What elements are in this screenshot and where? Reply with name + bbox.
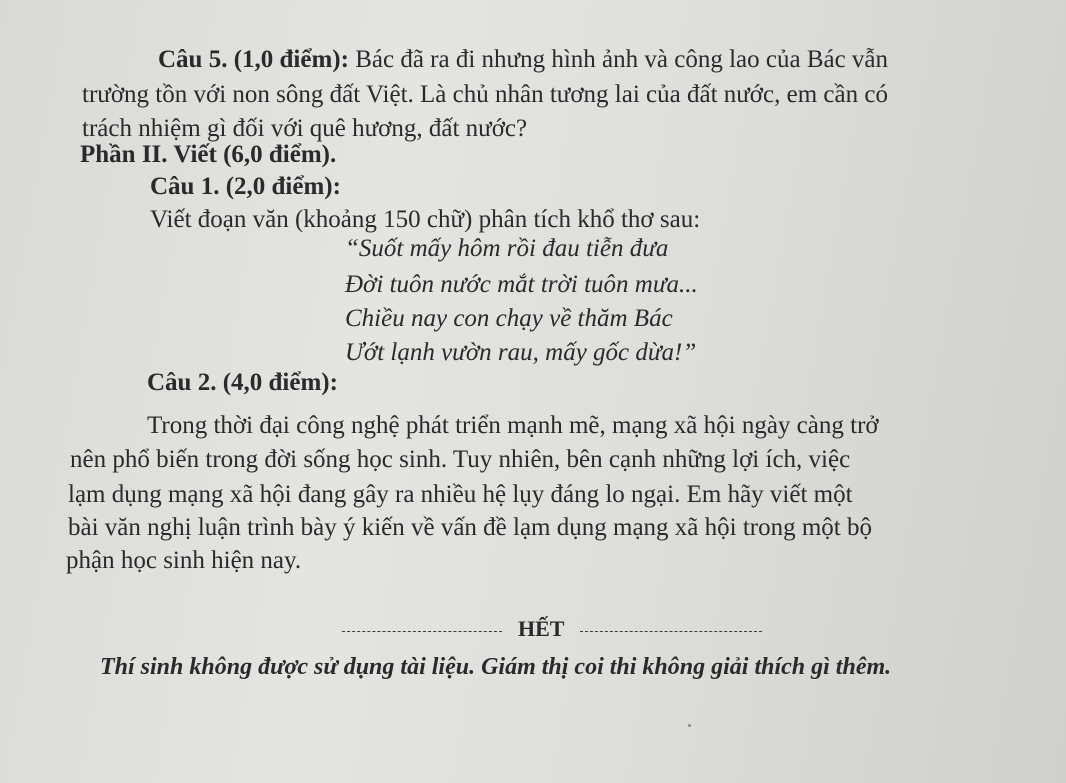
poem-line: Ướt lạnh vườn rau, mấy gốc dừa!” <box>345 339 697 366</box>
end-divider-right <box>580 631 762 632</box>
question-5-line-3: trách nhiệm gì đối với quê hương, đất nước? <box>82 115 528 142</box>
question-5-text-start: Bác đã ra đi nhưng hình ảnh và công lao của Bác vẫn <box>348 46 889 73</box>
part-2-heading: Phần II. Viết (6,0 điểm). <box>80 141 337 168</box>
question-2-line: phận học sinh hiện nay. <box>66 547 302 574</box>
end-marker: HẾT <box>518 616 565 641</box>
end-divider-left <box>342 631 502 632</box>
question-2-line: nên phổ biến trong đời sống học sinh. Tuy nhiên, bên cạnh những lợi ích, việc <box>70 446 851 473</box>
poem-line: Đời tuôn nước mắt trời tuôn mưa... <box>345 271 698 298</box>
end-marker-row <box>342 614 762 644</box>
question-5-line-2: trường tồn với non sông đất Việt. Là chủ nhân tương lai của đất nước, em cần có <box>82 81 888 108</box>
question-2-line: lạm dụng mạng xã hội đang gây ra nhiều hệ lụy đáng lo ngại. Em hãy viết một <box>68 481 853 508</box>
question-1-instruction: Viết đoạn văn (khoảng 150 chữ) phân tích khổ thơ sau: <box>150 206 701 233</box>
question-1-heading: Câu 1. (2,0 điểm): <box>150 173 341 200</box>
poem-line: “Suốt mấy hôm rồi đau tiễn đưa <box>345 235 669 262</box>
question-5-label: Câu 5. (1,0 điểm): <box>158 46 349 73</box>
question-2-line: bài văn nghị luận trình bày ý kiến về vấn đề lạm dụng mạng xã hội trong một bộ <box>68 514 873 541</box>
question-2-heading: Câu 2. (4,0 điểm): <box>147 369 338 396</box>
question-5-line-1 <box>158 45 888 75</box>
poem-line: Chiều nay con chạy về thăm Bác <box>345 305 673 332</box>
question-2-line: Trong thời đại công nghệ phát triển mạnh mẽ, mạng xã hội ngày càng trở <box>147 412 879 439</box>
paper-speck <box>688 724 691 727</box>
footer-note: Thí sinh không được sử dụng tài liệu. Giám thị coi thi không giải thích gì thêm. <box>100 654 892 680</box>
